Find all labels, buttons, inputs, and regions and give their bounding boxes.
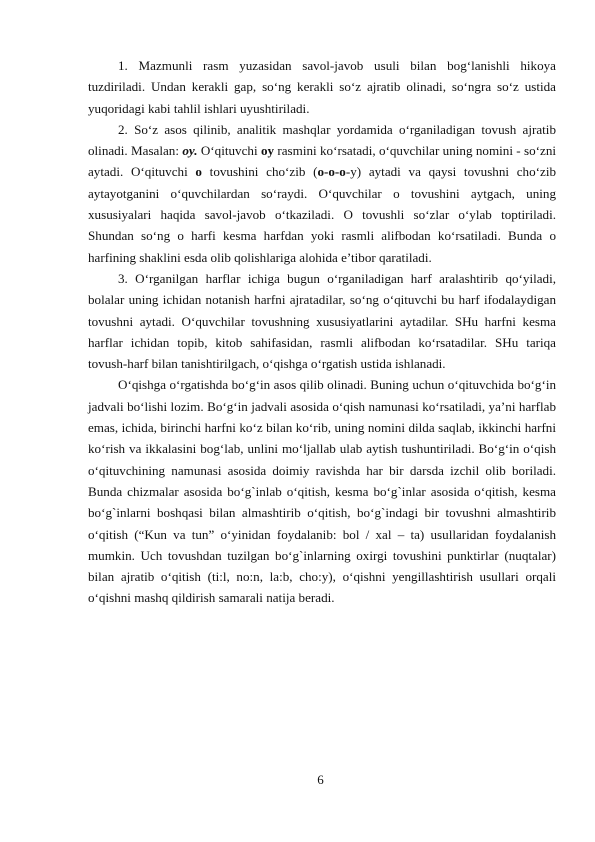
paragraph-1	[88, 55, 556, 119]
page-number: 6	[317, 772, 324, 787]
text-run: -y) aytadi va qaysi tovushni cho‘zib aytayotganini o‘quvchilardan so‘raydi. O‘quvchilar o tovushini aytgach, uning xususiyalari haqida savol-javob o‘tkaziladi. O tovushli so‘zlar o‘ylab toptiriladi. Shundan so‘ng o harfi kesma harfdan yoki rasmli alifbodan ko‘rsatiladi. Bunda o harfining shaklini esda olib qolishlariga alohida e’tibor qaratiladi.	[88, 164, 557, 265]
text-run: 1. Mazmunli rasm yuzasidan savol-javob usuli bilan bog‘lanishli hikoya tuzdiriladi. Undan kerakli gap, so‘ng kerakli so‘z ajratib olinadi, so‘ngra so‘z ustida yuqoridagi kabi tahlil ishlari uyushtiriladi.	[88, 58, 556, 116]
text-run: 2. So‘z asos qilinib, analitik mashqlar yordamida o‘rganiladigan tovush ajratib olinadi. Masalan:	[88, 121, 556, 159]
text-run: oy	[260, 143, 275, 159]
document-body	[88, 55, 556, 609]
text-run: rasmini ko‘rsatadi, o‘quvchilar uning nomini - so‘zni aytadi. O‘qituvchi	[88, 143, 557, 180]
text-run: O‘qishga o‘rgatishda bo‘g‘in asos qilib olinadi. Buning uchun o‘qituvchida bo‘g‘in jadvali bo‘lishi lozim. Bo‘g‘in jadvali asosida o‘qish namunasi ko‘rsatiladi, ya’ni harflab emas, ichida, birinchi harfni ko‘z bilan ko‘rib, uning nomini dilda saqlab, ikkinchi harfni ko‘rish va ikkalasini bog‘lab, unlini mo‘ljallab ulab aytish tushuntiriladi. Bo‘g‘in o‘qish o‘qituvchining namunasi asosida doimiy ravishda har bir darsda izchil olib boriladi. Bunda chizmalar asosida bo‘g`inlab o‘qitish, kesma bo‘g`inlar asosida o‘qitish, kesma bo‘g`inlarni boshqasi bilan almashtirib o‘qitish, bo‘g`indagi bir tovushni almashtirib o‘qitish (“Kun va tun” o‘yinidan foydalanib: bol / xal – ta) usullaridan foydalanish mumkin. Uch tovushdan tuzilgan bo‘g`inlarning oxirgi tovushini punktirlar (nuqtalar) bilan ajratib o‘qitish (ti:l, no:n, la:b, cho:y), o‘qishni yengillashtirish usullari orqali o‘qishni mashq qildirish samarali natija beradi.	[88, 377, 556, 606]
paragraph-2	[88, 119, 556, 268]
text-run: tovushini cho‘zib (	[201, 164, 318, 180]
text-run: o-o-o	[317, 164, 346, 180]
text-run: o	[195, 164, 202, 180]
paragraph-4	[88, 374, 556, 608]
text-run: oy.	[182, 143, 198, 159]
text-run: O‘qituvchi	[197, 143, 261, 159]
paragraph-3	[88, 268, 556, 374]
text-run: 3. O‘rganilgan harflar ichiga bugun o‘rganiladigan harf aralashtirib qo‘yiladi, bolalar uning ichidan notanish harfni ajratadilar, so‘ng o‘qituvchi bu harf ifodalaydigan tovushni aytadi. O‘quvchilar tovushning xususiyatlarini aytadilar. SHu harfni kesma harflar ichidan topib, kitob sahifasidan, rasmli alifbodan ko‘rsatadilar. SHu tariqa tovush-harf bilan tanishtirilgach, o‘qishga o‘rgatish ustida ishlanadi.	[88, 270, 556, 372]
